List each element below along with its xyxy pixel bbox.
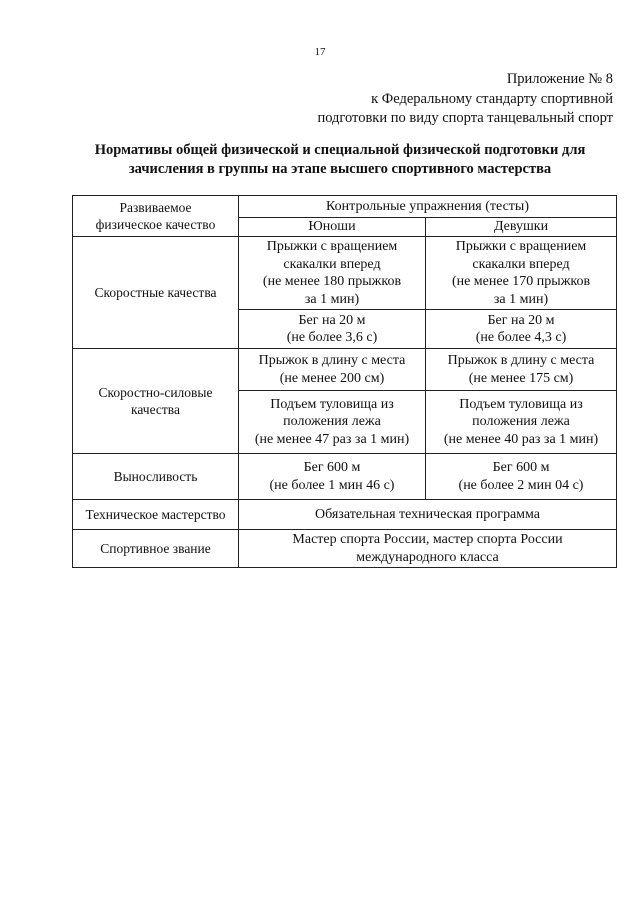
document-title-line: зачисления в группы на этапе высшего спортивного мастерства xyxy=(128,161,552,177)
boys-result-cell xyxy=(239,310,426,349)
quality-cell: Выносливость xyxy=(73,454,239,500)
cell-line: Скоростно-силовые xyxy=(98,384,213,400)
girls-result-cell xyxy=(426,310,617,349)
header-girls-cell: Девушки xyxy=(426,218,617,237)
cell-line: Прыжки с вращением xyxy=(266,239,398,254)
cell-line: (не менее 175 см) xyxy=(468,370,574,386)
cell-line: (не более 3,6 с) xyxy=(286,330,378,345)
boys-result-cell xyxy=(239,391,426,454)
document-title xyxy=(60,141,620,179)
girls-result-cell xyxy=(426,237,617,310)
girls-result-cell xyxy=(426,454,617,500)
appendix-header xyxy=(317,70,613,129)
cell-line: (не более 2 мин 04 с) xyxy=(458,477,584,493)
cell-line: за 1 мин) xyxy=(304,291,360,307)
cell-line: за 1 мин) xyxy=(493,291,549,307)
appendix-sport: подготовки по виду спорта танцевальный спорт xyxy=(317,110,613,126)
cell-line: скакалки вперед xyxy=(283,256,381,272)
quality-cell: Техническое мастерство xyxy=(73,500,239,530)
cell-line: Бег 600 м xyxy=(303,460,361,475)
cell-line: (не менее 200 см) xyxy=(279,370,385,386)
header-quality-cell xyxy=(73,196,239,237)
header-tests-cell: Контрольные упражнения (тесты) xyxy=(239,196,617,218)
cell-line: (не более 4,3 с) xyxy=(475,330,567,345)
shared-result-cell xyxy=(239,530,617,568)
header-quality-label: Развиваемое xyxy=(119,199,192,215)
cell-line: Бег на 20 м xyxy=(487,312,555,328)
cell-line: Прыжок в длину с места xyxy=(447,353,595,368)
table-row xyxy=(73,454,617,500)
boys-result-cell xyxy=(239,349,426,391)
cell-line: (не более 1 мин 46 с) xyxy=(269,477,395,493)
cell-line: международного класса xyxy=(356,549,499,565)
cell-line: (не менее 170 прыжков xyxy=(451,274,591,289)
girls-result-cell xyxy=(426,391,617,454)
document-title-line: Нормативы общей физической и специальной физической подготовки для xyxy=(94,142,586,158)
quality-cell: Спортивное звание xyxy=(73,530,239,568)
cell-line: Прыжок в длину с места xyxy=(258,353,406,368)
cell-line: (не менее 180 прыжков xyxy=(262,274,402,289)
appendix-number: Приложение № 8 xyxy=(506,71,613,87)
quality-cell xyxy=(73,349,239,454)
quality-cell: Скоростные качества xyxy=(73,237,239,349)
cell-line: скакалки вперед xyxy=(472,256,570,272)
appendix-reference: к Федеральному стандарту спортивной xyxy=(371,90,613,107)
norms-table xyxy=(72,195,617,568)
cell-line: Подъем туловища из xyxy=(459,396,583,412)
table-row xyxy=(73,500,617,530)
table-row xyxy=(73,349,617,391)
cell-line: Подъем туловища из xyxy=(270,396,394,412)
cell-line: (не менее 47 раз за 1 мин) xyxy=(254,431,410,447)
header-boys-cell: Юноши xyxy=(239,218,426,237)
shared-result-cell: Обязательная техническая программа xyxy=(239,500,617,530)
table-row xyxy=(73,237,617,310)
header-quality-label: физическое качество xyxy=(95,217,216,232)
table-row xyxy=(73,530,617,568)
cell-line: Бег 600 м xyxy=(492,460,550,475)
cell-line: качества xyxy=(130,402,180,417)
cell-line: положения лежа xyxy=(283,414,381,430)
page-number: 17 xyxy=(314,46,326,58)
cell-line: Мастер спорта России, мастер спорта России xyxy=(292,532,563,547)
cell-line: (не менее 40 раз за 1 мин) xyxy=(443,431,599,447)
boys-result-cell xyxy=(239,237,426,310)
girls-result-cell xyxy=(426,349,617,391)
table-header-row xyxy=(73,196,617,218)
boys-result-cell xyxy=(239,454,426,500)
cell-line: положения лежа xyxy=(472,414,570,430)
cell-line: Бег на 20 м xyxy=(298,312,366,328)
cell-line: Прыжки с вращением xyxy=(455,239,587,254)
